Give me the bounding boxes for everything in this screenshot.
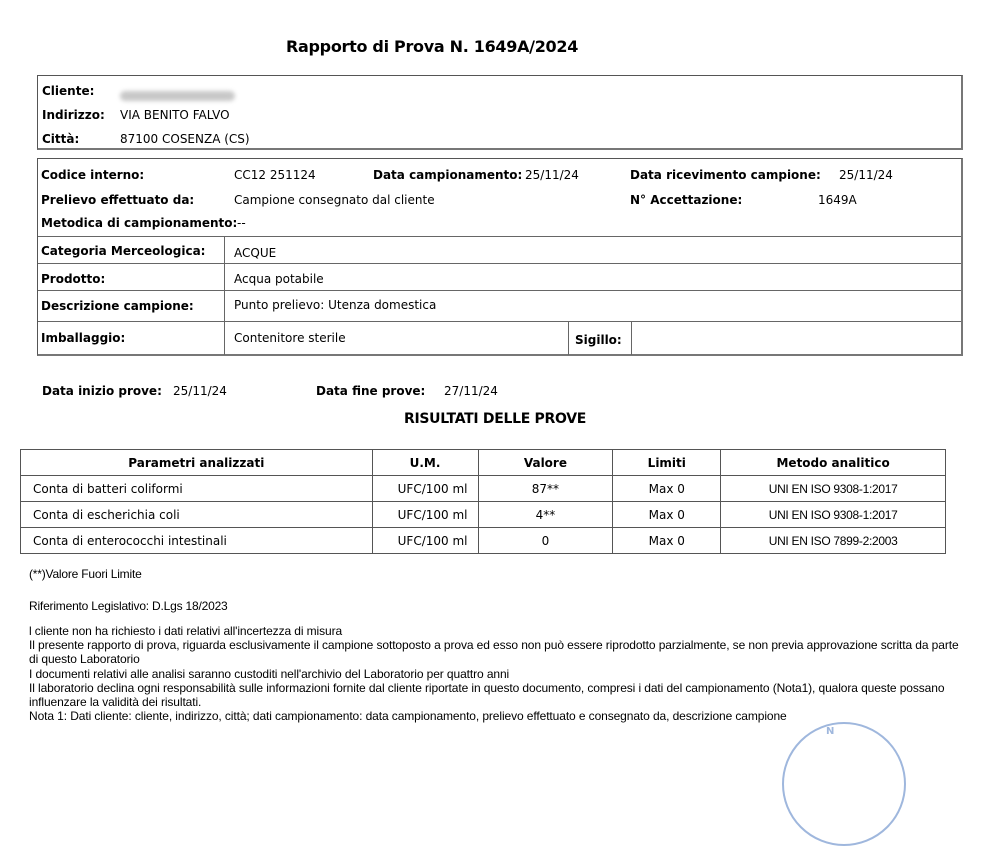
header-parametri: Parametri analizzati [21, 450, 373, 476]
note-line: Il laboratorio declina ogni responsabilità sulle informazioni fornite dal cliente riportate in questo documento, compresi i dati del campionamento (Nota1), qualora queste possano influenzare la validità dei risultati. [29, 680, 945, 710]
stamp-text: N [826, 726, 837, 737]
categoria-value: ACQUE [234, 246, 277, 260]
indirizzo-value: VIA BENITO FALVO [120, 108, 230, 122]
accettazione-label: N° Accettazione: [630, 193, 743, 207]
um-cell: UFC/100 ml [372, 528, 478, 554]
fuori-limite-note: (**)Valore Fuori Limite [29, 567, 142, 581]
report-title: Rapporto di Prova N. 1649A/2024 [286, 37, 579, 56]
codice-interno-label: Codice interno: [41, 168, 145, 182]
valore-cell: 87** [478, 476, 613, 502]
divider [38, 263, 961, 264]
column-divider [568, 321, 569, 355]
divider [38, 236, 961, 237]
param-cell: Conta di escherichia coli [21, 502, 373, 528]
header-metodo: Metodo analitico [721, 450, 946, 476]
sample-info-box [37, 158, 963, 356]
cliente-value-redacted [120, 86, 235, 105]
note-line: l cliente non ha richiesto i dati relativi all'incertezza di misura [29, 624, 343, 638]
categoria-label: Categoria Merceologica: [41, 244, 206, 258]
valore-cell: 0 [478, 528, 613, 554]
footer-notes [29, 624, 969, 723]
column-divider [224, 236, 225, 355]
param-cell: Conta di batteri coliformi [21, 476, 373, 502]
header-valore: Valore [478, 450, 613, 476]
data-campionamento-label: Data campionamento: [373, 168, 523, 182]
limiti-cell: Max 0 [613, 502, 721, 528]
accettazione-value: 1649A [818, 193, 857, 207]
descrizione-label: Descrizione campione: [41, 299, 194, 313]
table-row [21, 476, 946, 502]
metodo-cell: UNI EN ISO 9308-1:2017 [721, 502, 946, 528]
valore-cell: 4** [478, 502, 613, 528]
table-row [21, 528, 946, 554]
metodica-label: Metodica di campionamento: [41, 216, 238, 230]
results-title: RISULTATI DELLE PROVE [404, 411, 587, 427]
metodica-value: -- [237, 216, 246, 230]
data-inizio-value: 25/11/24 [173, 384, 227, 398]
riferimento-legislativo: Riferimento Legislativo: D.Lgs 18/2023 [29, 599, 228, 613]
imballaggio-value: Contenitore sterile [234, 331, 346, 345]
data-ricevimento-value: 25/11/24 [839, 168, 893, 182]
note-line: I documenti relativi alle analisi saranno custoditi nell'archivio del Laboratorio per quattro anni [29, 666, 510, 681]
table-row [21, 502, 946, 528]
codice-interno-value: CC12 251124 [234, 168, 316, 182]
prelievo-value: Campione consegnato dal cliente [234, 193, 435, 207]
header-limiti: Limiti [613, 450, 721, 476]
cliente-label: Cliente: [42, 84, 95, 98]
prodotto-label: Prodotto: [41, 272, 106, 286]
metodo-cell: UNI EN ISO 9308-1:2017 [721, 476, 946, 502]
results-table [20, 449, 946, 554]
sigillo-label: Sigillo: [575, 333, 622, 347]
divider [38, 290, 961, 291]
data-ricevimento-label: Data ricevimento campione: [630, 168, 821, 182]
limiti-cell: Max 0 [613, 476, 721, 502]
um-cell: UFC/100 ml [372, 502, 478, 528]
prodotto-value: Acqua potabile [234, 272, 324, 286]
data-campionamento-value: 25/11/24 [525, 168, 579, 182]
citta-value: 87100 COSENZA (CS) [120, 132, 250, 146]
indirizzo-label: Indirizzo: [42, 108, 105, 122]
column-divider [631, 321, 632, 355]
data-fine-value: 27/11/24 [444, 384, 498, 398]
metodo-cell: UNI EN ISO 7899-2:2003 [721, 528, 946, 554]
imballaggio-label: Imballaggio: [41, 331, 126, 345]
note-line: Il presente rapporto di prova, riguarda esclusivamente il campione sottoposto a prova ed esso non può essere riprodotto parzialmente, se non previa approvazione scritta da parte di questo Laboratorio [29, 638, 959, 667]
lab-stamp [782, 722, 906, 846]
param-cell: Conta di enterococchi intestinali [21, 528, 373, 554]
descrizione-value: Punto prelievo: Utenza domestica [234, 298, 437, 312]
divider [38, 321, 961, 322]
note-line: Nota 1: Dati cliente: cliente, indirizzo, città; dati campionamento: data campionamento, prelievo effettuato e consegnato da, descrizione campione [29, 709, 787, 724]
client-info-box [37, 75, 963, 150]
data-fine-label: Data fine prove: [316, 384, 426, 398]
limiti-cell: Max 0 [613, 528, 721, 554]
data-inizio-label: Data inizio prove: [42, 384, 162, 398]
prelievo-label: Prelievo effettuato da: [41, 193, 195, 207]
citta-label: Città: [42, 132, 80, 146]
header-um: U.M. [372, 450, 478, 476]
um-cell: UFC/100 ml [372, 476, 478, 502]
table-header-row [21, 450, 946, 476]
